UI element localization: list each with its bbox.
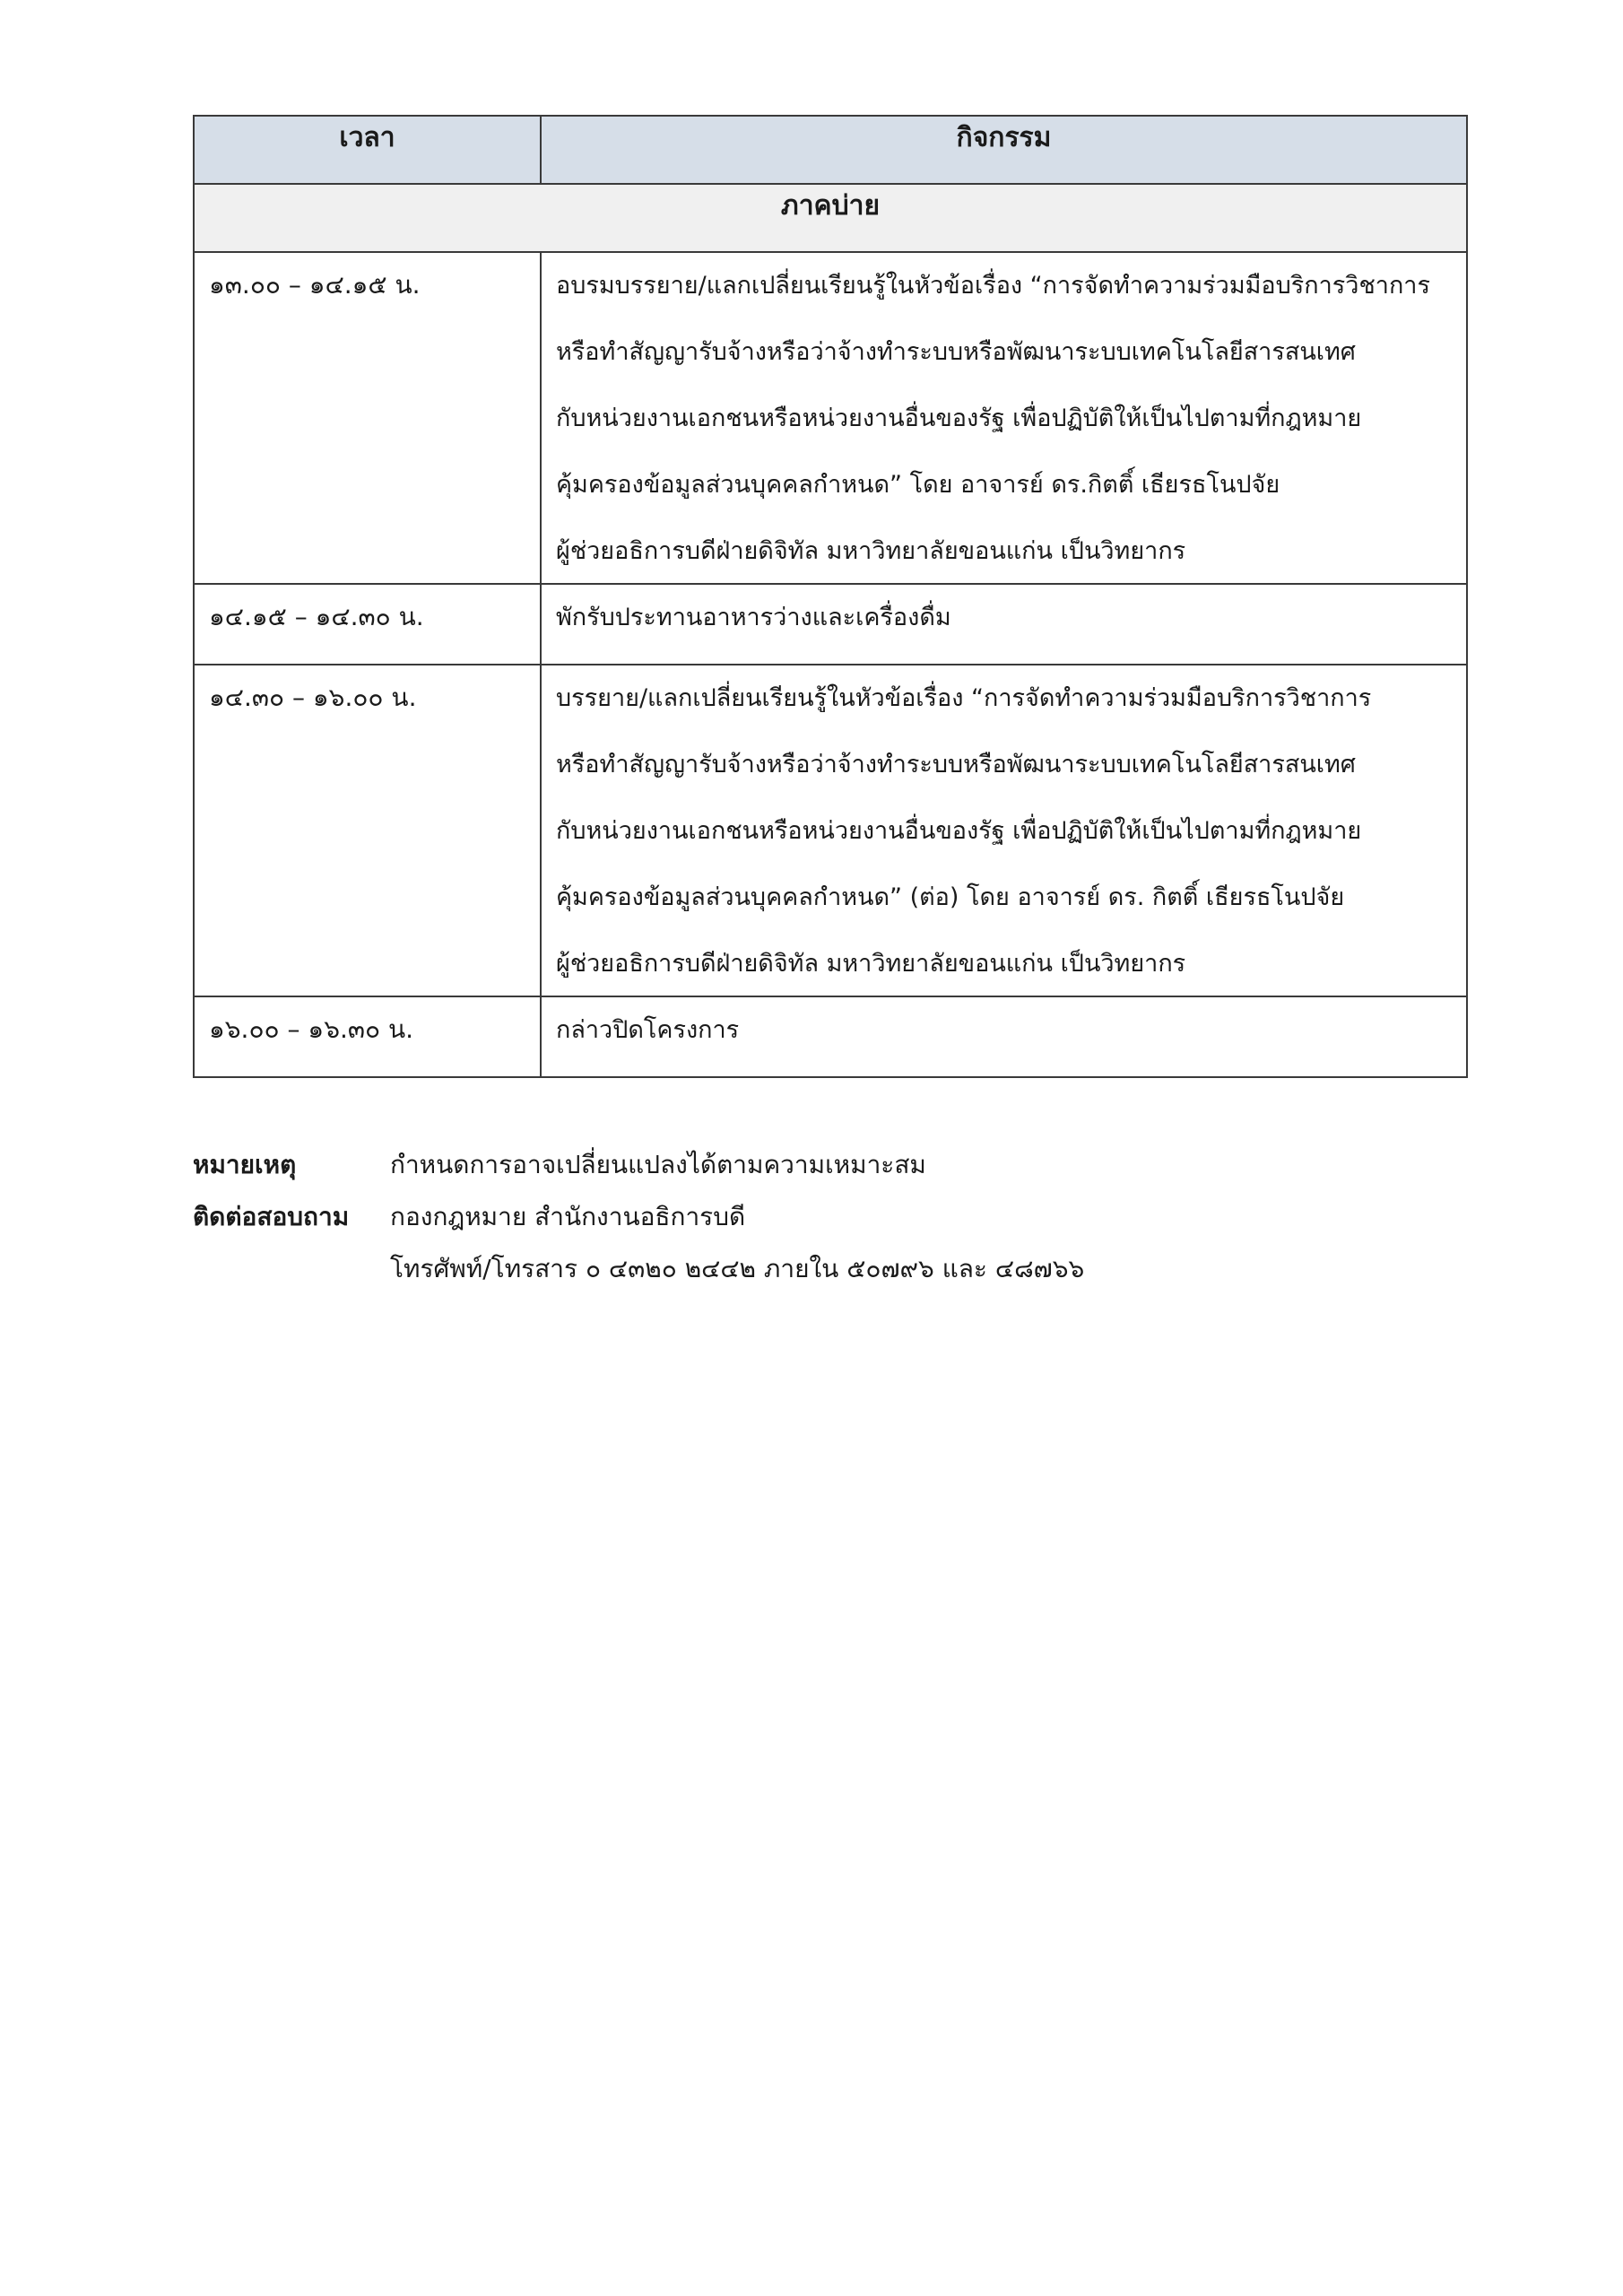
activity-line: กล่าวปิดโครงการ [556, 1016, 740, 1044]
remark-label: หมายเหตุ [193, 1150, 297, 1179]
activity-line: ผู้ช่วยอธิการบดีฝ่ายดิจิทัล มหาวิทยาลัยขอนแก่น เป็นวิทยากร [556, 537, 1186, 565]
activity-cell [541, 584, 1467, 665]
activity-line: คุ้มครองข้อมูลส่วนบุคคลกำหนด” (ต่อ) โดย อาจารย์ ดร. กิตติ์ เธียรธโนปจัย [556, 883, 1345, 911]
activity-cell [541, 252, 1467, 584]
activity-line: กับหน่วยงานเอกชนหรือหน่วยงานอื่นของรัฐ เพื่อปฏิบัติให้เป็นไปตามที่กฎหมาย [556, 817, 1362, 845]
schedule-table [193, 115, 1468, 1078]
activity-line: คุ้มครองข้อมูลส่วนบุคคลกำหนด” โดย อาจารย์ ดร.กิตติ์ เธียรธโนปจัย [556, 471, 1280, 499]
contact-row [193, 1191, 1084, 1243]
contact-label: ติดต่อสอบถาม [193, 1202, 350, 1231]
activity-line: หรือทำสัญญารับจ้างหรือว่าจ้างทำระบบหรือพัฒนาระบบเทคโนโลยีสารสนเทศ [556, 751, 1356, 778]
section-row [194, 184, 1467, 252]
activity-cell [541, 665, 1467, 996]
table-header-row [194, 116, 1467, 184]
remark-text: กำหนดการอาจเปลี่ยนแปลงได้ตามความเหมาะสม [390, 1150, 926, 1179]
header-activity: กิจกรรม [541, 116, 1467, 184]
time-cell: ๑๖.๐๐ – ๑๖.๓๐ น. [194, 996, 541, 1077]
table-row [194, 252, 1467, 584]
contact-phone: โทรศัพท์/โทรสาร ๐ ๔๓๒๐ ๒๔๔๒ ภายใน ๕๐๗๙๖ และ ๔๘๗๖๖ [390, 1254, 1085, 1283]
notes-section [193, 1139, 1084, 1295]
table-row [194, 584, 1467, 665]
activity-line: กับหน่วยงานเอกชนหรือหน่วยงานอื่นของรัฐ เพื่อปฏิบัติให้เป็นไปตามที่กฎหมาย [556, 404, 1362, 432]
activity-cell [541, 996, 1467, 1077]
activity-line: บรรยาย/แลกเปลี่ยนเรียนรู้ในหัวข้อเรื่อง “การจัดทำความร่วมมือบริการวิชาการ [556, 684, 1372, 712]
contact-phone-row [193, 1243, 1084, 1295]
header-time: เวลา [194, 116, 541, 184]
time-cell: ๑๔.๓๐ – ๑๖.๐๐ น. [194, 665, 541, 996]
time-cell: ๑๓.๐๐ – ๑๔.๑๕ น. [194, 252, 541, 584]
activity-line: ผู้ช่วยอธิการบดีฝ่ายดิจิทัล มหาวิทยาลัยขอนแก่น เป็นวิทยากร [556, 950, 1186, 978]
section-afternoon: ภาคบ่าย [194, 184, 1467, 252]
time-cell: ๑๔.๑๕ – ๑๔.๓๐ น. [194, 584, 541, 665]
contact-office: กองกฎหมาย สำนักงานอธิการบดี [390, 1202, 746, 1231]
remark-row [193, 1139, 1084, 1191]
activity-line: พักรับประทานอาหารว่างและเครื่องดื่ม [556, 604, 951, 631]
note-label-spacer [193, 1243, 390, 1295]
table-row [194, 996, 1467, 1077]
table-row [194, 665, 1467, 996]
activity-line: หรือทำสัญญารับจ้างหรือว่าจ้างทำระบบหรือพัฒนาระบบเทคโนโลยีสารสนเทศ [556, 338, 1356, 366]
activity-line: อบรมบรรยาย/แลกเปลี่ยนเรียนรู้ในหัวข้อเรื่อง “การจัดทำความร่วมมือบริการวิชาการ [556, 272, 1430, 300]
